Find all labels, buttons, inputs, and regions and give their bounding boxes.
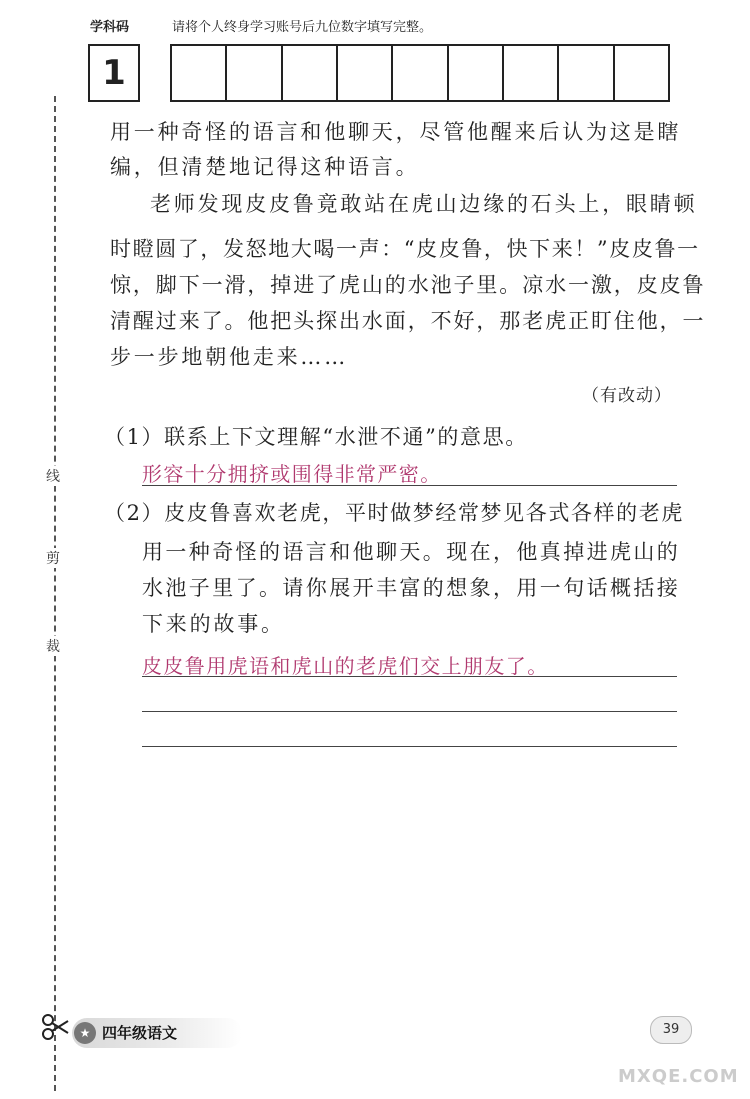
question-2-line: 下来的故事。: [142, 612, 285, 636]
passage-line: 用一种奇怪的语言和他聊天，尽管他醒来后认为这是瞎: [110, 120, 682, 144]
account-digit-boxes: [170, 44, 670, 102]
page-number: 39: [650, 1016, 692, 1044]
source-note: （有改动）: [582, 386, 672, 406]
passage-line: 惊，脚下一滑，掉进了虎山的水池子里。凉水一激，皮皮鲁: [110, 273, 706, 297]
passage-line: 编，但清楚地记得这种语言。: [110, 155, 420, 179]
question-1-text: （1）联系上下文理解“水泄不通”的意思。: [104, 425, 528, 449]
cut-line-char: 线: [38, 466, 68, 486]
account-instruction: 请将个人终身学习账号后九位数字填写完整。: [172, 20, 433, 35]
subject-code-label: 学科码: [90, 20, 130, 35]
digit-box[interactable]: [613, 46, 668, 100]
book-label: 四年级语文: [102, 1024, 178, 1042]
question-2-answer: 皮皮鲁用虎语和虎山的老虎们交上朋友了。: [142, 654, 549, 678]
answer-line: [142, 485, 677, 486]
cut-line-char: 裁: [38, 636, 68, 656]
passage-line: 步一步地朝他走来……: [110, 345, 348, 369]
question-2-line: 水池子里了。请你展开丰富的想象，用一句话概括接: [142, 576, 681, 600]
subject-code-box: 1: [88, 44, 140, 102]
digit-box[interactable]: [391, 46, 446, 100]
digit-box[interactable]: [557, 46, 612, 100]
star-icon: ★: [74, 1022, 96, 1044]
passage-line: 清醒过来了。他把头探出水面，不好，那老虎正盯住他，一: [110, 309, 706, 333]
digit-box[interactable]: [225, 46, 280, 100]
cut-line-char: 剪: [38, 548, 68, 568]
question-1-answer: 形容十分拥挤或围得非常严密。: [142, 462, 442, 486]
cut-dashed-line: [54, 96, 56, 1091]
answer-line: [142, 711, 677, 712]
passage-line: 老师发现皮皮鲁竟敢站在虎山边缘的石头上，眼睛顿: [150, 192, 698, 216]
question-2-line: （2）皮皮鲁喜欢老虎，平时做梦经常梦见各式各样的老虎: [104, 501, 684, 525]
watermark: MXQE.COM: [618, 1066, 739, 1087]
passage-line: 时瞪圆了，发怒地大喝一声：“皮皮鲁，快下来！”皮皮鲁一: [110, 237, 700, 261]
digit-box[interactable]: [172, 46, 225, 100]
question-2-line: 用一种奇怪的语言和他聊天。现在，他真掉进虎山的: [142, 540, 681, 564]
digit-box[interactable]: [336, 46, 391, 100]
scissors-icon: [40, 1012, 70, 1042]
answer-line: [142, 746, 677, 747]
answer-line: [142, 676, 677, 677]
digit-box[interactable]: [447, 46, 502, 100]
digit-box[interactable]: [502, 46, 557, 100]
digit-box[interactable]: [281, 46, 336, 100]
